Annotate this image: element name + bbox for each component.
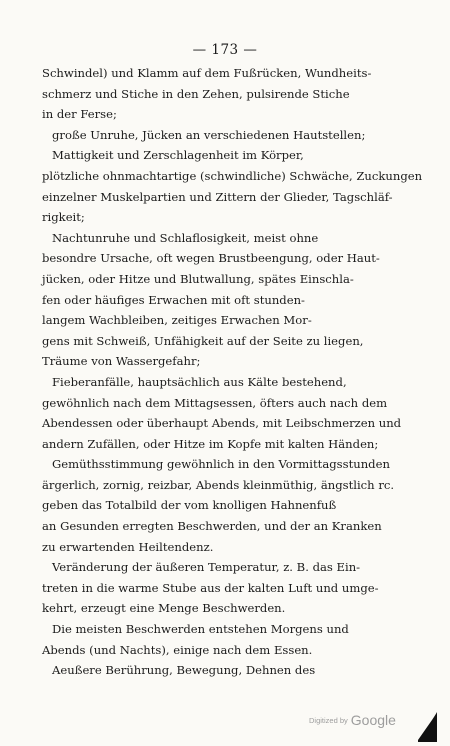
text-line: gewöhnlich nach dem Mittagsessen, öfters auch nach dem bbox=[42, 395, 388, 410]
text-line: Träume von Wassergefahr; bbox=[42, 354, 201, 369]
text-line: einzelner Muskelpartien und Zittern der Glieder, Tagschläf- bbox=[42, 189, 393, 204]
text-line: ärgerlich, zornig, reizbar, Abends kleinmüthig, ängstlich rc. bbox=[42, 477, 395, 492]
page-number: — 173 — bbox=[192, 42, 258, 58]
watermark-prefix: Digitized by bbox=[309, 716, 348, 725]
text-line: fen oder häufiges Erwachen mit oft stunden- bbox=[42, 292, 305, 307]
body-text bbox=[42, 63, 423, 681]
page-corner-icon bbox=[416, 712, 438, 742]
text-line: Mattigkeit und Zerschlagenheit im Körper, bbox=[52, 148, 304, 163]
text-line: andern Zufällen, oder Hitze im Kopfe mit kalten Händen; bbox=[42, 436, 379, 451]
text-line: Nachtunruhe und Schlaflosigkeit, meist ohne bbox=[52, 230, 319, 245]
digitized-watermark bbox=[309, 712, 396, 728]
text-line: Gemüthsstimmung gewöhnlich in den Vormittagsstunden bbox=[52, 457, 390, 472]
text-line: an Gesunden erregten Beschwerden, und der an Kranken bbox=[42, 519, 382, 534]
text-line: Die meisten Beschwerden entstehen Morgens und bbox=[52, 622, 349, 637]
text-line: Veränderung der äußeren Temperatur, z. B. das Ein- bbox=[52, 560, 361, 575]
text-line: besondre Ursache, oft wegen Brustbeengung, oder Haut- bbox=[42, 251, 380, 266]
text-line: große Unruhe, Jücken an verschiedenen Hautstellen; bbox=[52, 127, 366, 142]
text-line: langem Wachbleiben, zeitiges Erwachen Mor- bbox=[42, 313, 312, 328]
text-line: Fieberanfälle, hauptsächlich aus Kälte bestehend, bbox=[52, 374, 347, 389]
text-line: gens mit Schweiß, Unfähigkeit auf der Seite zu liegen, bbox=[42, 333, 364, 348]
text-line: Abendessen oder überhaupt Abends, mit Leibschmerzen und bbox=[42, 416, 402, 431]
text-line: schmerz und Stiche in den Zehen, pulsirende Stiche bbox=[42, 86, 350, 101]
text-line: zu erwartenden Heiltendenz. bbox=[42, 539, 214, 554]
text-line: kehrt, erzeugt eine Menge Beschwerden. bbox=[42, 601, 286, 616]
watermark-brand: Google bbox=[350, 712, 396, 728]
text-line: plötzliche ohnmachtartige (schwindliche) Schwäche, Zuckungen bbox=[42, 168, 423, 183]
text-line: Abends (und Nachts), einige nach dem Essen. bbox=[42, 642, 313, 657]
text-line: jücken, oder Hitze und Blutwallung, spätes Einschla- bbox=[42, 271, 354, 286]
text-line: geben das Totalbild der vom knolligen Hahnenfuß bbox=[42, 498, 337, 513]
text-line: in der Ferse; bbox=[42, 107, 117, 122]
text-line: Aeußere Berührung, Bewegung, Dehnen des bbox=[52, 663, 316, 678]
text-line: treten in die warme Stube aus der kalten Luft und umge- bbox=[42, 580, 379, 595]
text-line: rigkeit; bbox=[42, 210, 85, 225]
text-line: Schwindel) und Klamm auf dem Fußrücken, Wundheits- bbox=[42, 66, 372, 80]
